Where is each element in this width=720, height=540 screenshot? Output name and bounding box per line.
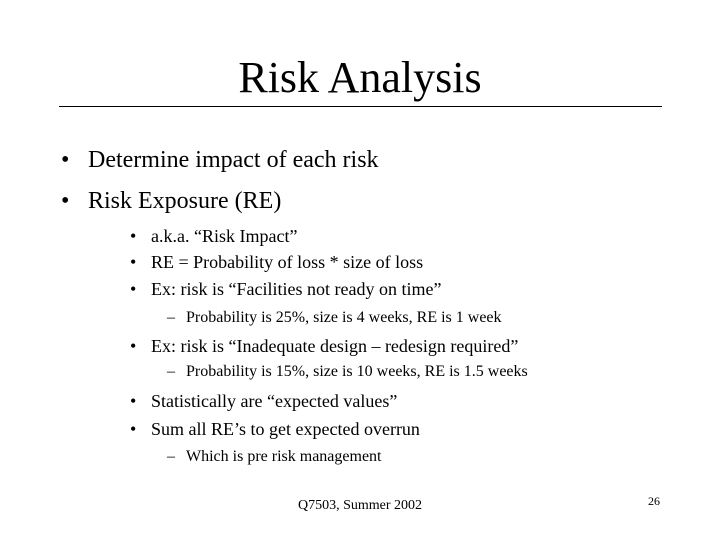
bullet-marker: • [130, 226, 137, 246]
sub-bullet-item [130, 277, 442, 301]
slide-footer: Q7503, Summer 2002 [297, 498, 423, 513]
sub-bullet-item [130, 417, 420, 441]
dash-item [167, 361, 528, 383]
bullet-item [61, 186, 282, 216]
dash-marker: – [167, 448, 175, 465]
bullet-text: RE = Probability of loss * size of loss [151, 252, 424, 272]
bullet-marker: • [130, 279, 137, 299]
bullet-text: Determine impact of each risk [88, 147, 379, 173]
sub-bullet-item [130, 334, 519, 358]
sub-bullet-item [130, 250, 424, 274]
bullet-text: a.k.a. “Risk Impact” [151, 226, 298, 246]
bullet-item [61, 145, 379, 175]
dash-text: Probability is 15%, size is 10 weeks, RE is 1.5 weeks [186, 363, 528, 380]
dash-item [167, 307, 502, 329]
dash-item [167, 446, 382, 468]
dash-text: Probability is 25%, size is 4 weeks, RE is 1 week [186, 309, 502, 326]
page-number: 26 [648, 494, 660, 508]
dash-marker: – [167, 363, 175, 380]
bullet-text: Risk Exposure (RE) [88, 188, 282, 214]
bullet-text: Statistically are “expected values” [151, 391, 398, 411]
bullet-marker: • [130, 391, 137, 411]
sub-bullet-item [130, 224, 298, 248]
dash-marker: – [167, 309, 175, 326]
slide-title: Risk Analysis [238, 53, 482, 102]
bullet-marker: • [61, 188, 70, 214]
bullet-marker: • [130, 252, 137, 272]
bullet-marker: • [130, 419, 137, 439]
bullet-marker: • [61, 147, 70, 173]
dash-text: Which is pre risk management [186, 448, 382, 465]
bullet-text: Sum all RE’s to get expected overrun [151, 419, 420, 439]
bullet-text: Ex: risk is “Inadequate design – redesign required” [151, 336, 519, 356]
sub-bullet-item [130, 389, 398, 413]
bullet-text: Ex: risk is “Facilities not ready on time” [151, 279, 442, 299]
bullet-marker: • [130, 336, 137, 356]
title-divider [59, 106, 662, 107]
